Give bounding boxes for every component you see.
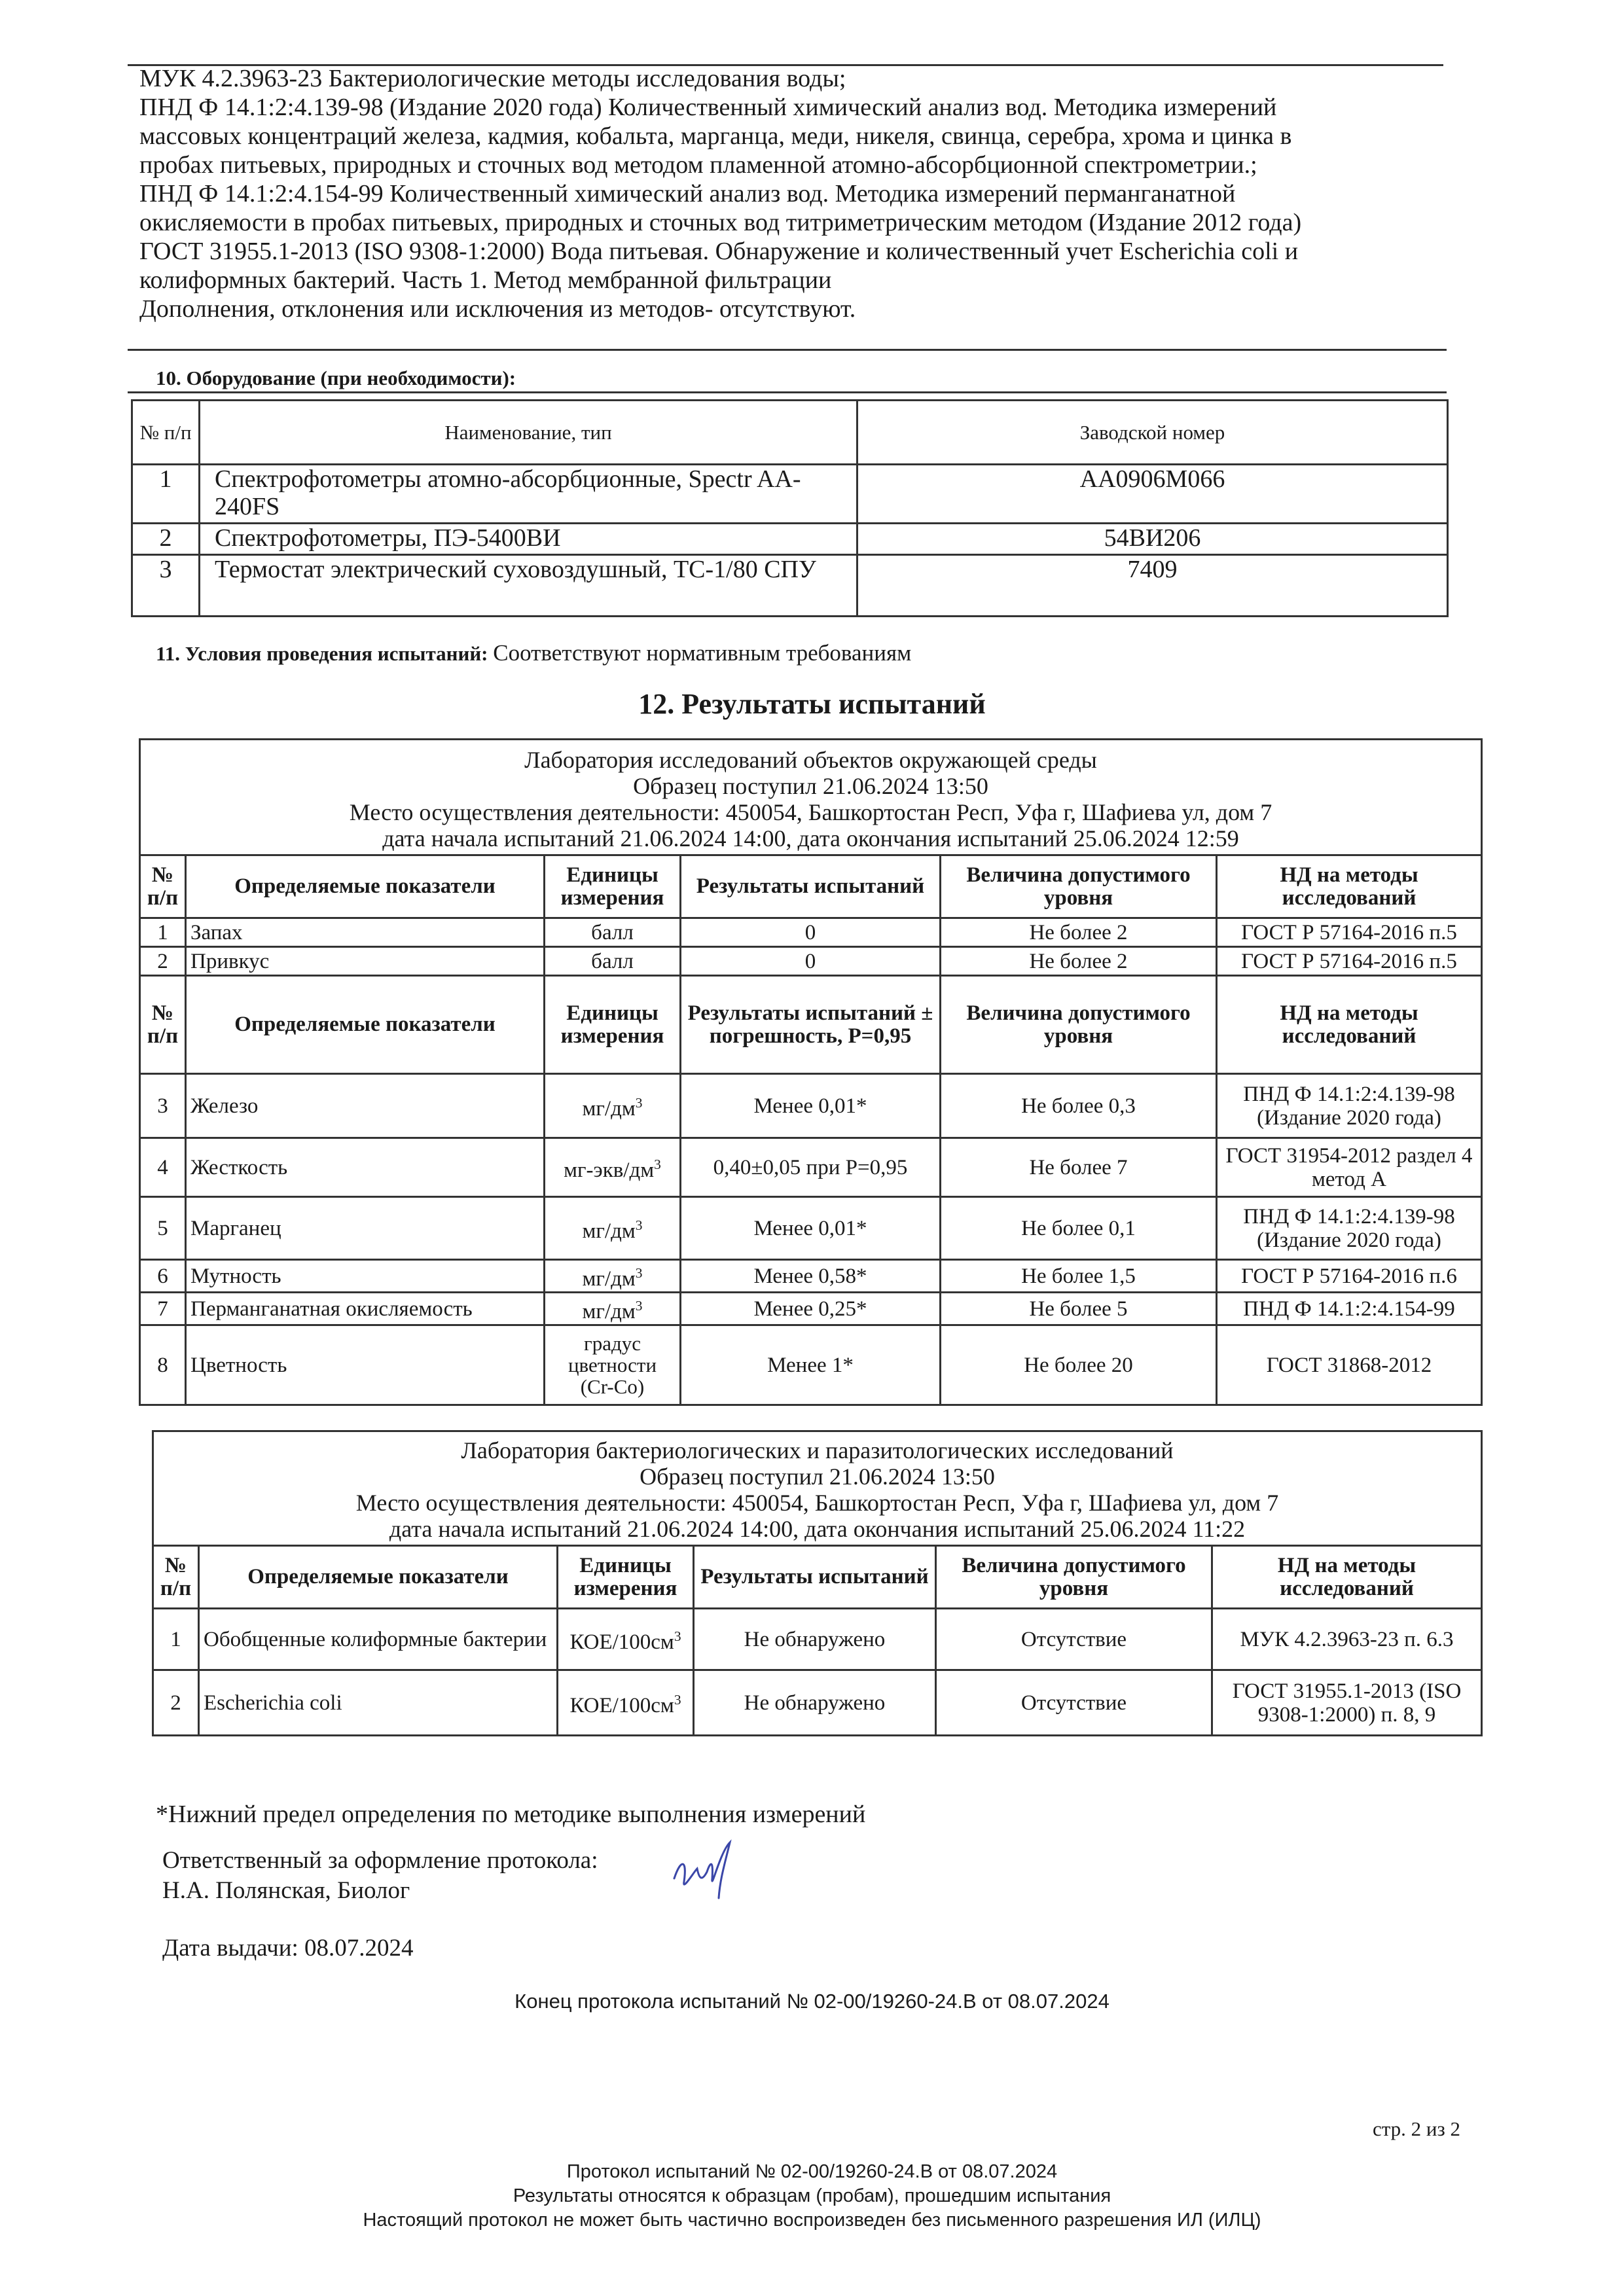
- header-limit: Величина допустимого уровня: [941, 976, 1217, 1074]
- equipment-header-num: № п/п: [132, 401, 200, 465]
- unit-text: мг/дм: [582, 1097, 636, 1121]
- row-num: 2: [153, 1670, 199, 1736]
- header-method: НД на методы исследований: [1217, 976, 1482, 1074]
- table-row: [140, 1260, 1482, 1293]
- methods-line: МУК 4.2.3963-23 Бактериологические методы исследования воды;: [139, 65, 846, 92]
- table-row: [140, 1325, 1482, 1405]
- header-unit: Единицы измерения: [558, 1546, 694, 1609]
- row-unit: балл: [545, 947, 681, 976]
- row-limit: Не более 0,3: [941, 1074, 1217, 1138]
- row-method: ГОСТ 31954-2012 раздел 4 метод А: [1217, 1138, 1482, 1197]
- row-limit: Не более 2: [941, 918, 1217, 947]
- responsible-block: [162, 1846, 598, 1906]
- table-row: [153, 1670, 1482, 1736]
- methods-line: Дополнения, отклонения или исключения из методов- отсутствуют.: [139, 295, 856, 323]
- header-num: № п/п: [140, 976, 186, 1074]
- row-indicator: Цветность: [186, 1325, 545, 1405]
- row-unit: балл: [545, 918, 681, 947]
- row-num: 2: [140, 947, 186, 976]
- table-row: [140, 1138, 1482, 1197]
- results-title: 12. Результаты испытаний: [638, 688, 986, 720]
- table-row: [140, 1197, 1482, 1260]
- page-number: стр. 2 из 2: [1372, 2117, 1460, 2140]
- row-limit: Не более 20: [941, 1325, 1217, 1405]
- row-method: ГОСТ Р 57164-2016 п.5: [1217, 947, 1482, 976]
- unit-text: градус цветности (Cr-Co): [568, 1332, 657, 1398]
- row-num: 4: [140, 1138, 186, 1197]
- header-method: НД на методы исследований: [1217, 855, 1482, 918]
- row-method: ГОСТ Р 57164-2016 п.5: [1217, 918, 1482, 947]
- unit-sup: 3: [635, 1298, 643, 1314]
- equipment-header-row: [132, 401, 1448, 465]
- header-method: НД на методы исследований: [1212, 1546, 1482, 1609]
- table-row: [140, 947, 1482, 976]
- row-num: 1: [140, 918, 186, 947]
- row-result: Менее 0,58*: [681, 1260, 941, 1293]
- equipment-name: Термостат электрический суховоздушный, ТС-1/80 СПУ: [200, 555, 857, 617]
- equipment-row: [132, 555, 1448, 617]
- row-method: ПНД Ф 14.1:2:4.139-98 (Издание 2020 года): [1217, 1074, 1482, 1138]
- row-indicator: Жесткость: [186, 1138, 545, 1197]
- row-unit: [545, 1260, 681, 1293]
- header-indicator: Определяемые показатели: [186, 855, 545, 918]
- lab1-received: Образец поступил 21.06.2024 13:50: [633, 773, 988, 799]
- end-of-protocol: Конец протокола испытаний № 02-00/19260-24.В от 08.07.2024: [514, 1990, 1110, 2013]
- unit-text: мг/дм: [582, 1300, 636, 1323]
- row-limit: Отсутствие: [936, 1670, 1212, 1736]
- row-unit: [545, 1074, 681, 1138]
- row-indicator: Марганец: [186, 1197, 545, 1260]
- row-result: Менее 0,01*: [681, 1074, 941, 1138]
- methods-line: пробах питьевых, природных и сточных вод методом пламенной атомно-абсорбционной спектрометрии.;: [139, 151, 1257, 179]
- methods-line: колиформных бактерий. Часть 1. Метод мембранной фильтрации: [139, 266, 832, 294]
- row-limit: Отсутствие: [936, 1609, 1212, 1670]
- conditions: [156, 640, 911, 666]
- unit-text: КОЕ/100см: [569, 1630, 674, 1654]
- unit-sup: 3: [635, 1265, 643, 1281]
- table-row: [140, 1074, 1482, 1138]
- row-indicator: Escherichia coli: [199, 1670, 558, 1736]
- methods-line: массовых концентраций железа, кадмия, кобальта, марганца, меди, никеля, свинца, серебра, хрома и цинка в: [139, 122, 1292, 150]
- lab2-place: Место осуществления деятельности: 450054, Башкортостан Респ, Уфа г, Шафиева ул, дом 7: [355, 1490, 1279, 1516]
- equipment-row: [132, 524, 1448, 555]
- lab2-info-row: [153, 1431, 1482, 1546]
- equipment-title-rule: [128, 391, 1447, 393]
- row-method: ПНД Ф 14.1:2:4.139-98 (Издание 2020 года): [1217, 1197, 1482, 1260]
- header-unit: Единицы измерения: [545, 855, 681, 918]
- equipment-title: 10. Оборудование (при необходимости):: [156, 367, 516, 389]
- row-indicator: Перманганатная окисляемость: [186, 1293, 545, 1325]
- table-row: [153, 1609, 1482, 1670]
- lab1-name: Лаборатория исследований объектов окружающей среды: [524, 747, 1097, 773]
- row-num: 3: [140, 1074, 186, 1138]
- header-result: Результаты испытаний: [681, 855, 941, 918]
- row-indicator: Привкус: [186, 947, 545, 976]
- header-num: № п/п: [140, 855, 186, 918]
- equipment-num: 2: [132, 524, 200, 555]
- equipment-serial: 7409: [857, 555, 1448, 617]
- header-unit: Единицы измерения: [545, 976, 681, 1074]
- row-limit: Не более 7: [941, 1138, 1217, 1197]
- row-unit: [545, 1325, 681, 1405]
- row-unit: [545, 1293, 681, 1325]
- footer-line: Протокол испытаний № 02-00/19260-24.В от 08.07.2024: [566, 2161, 1058, 2182]
- results-table-lab1: [139, 738, 1483, 1406]
- row-unit: [545, 1197, 681, 1260]
- row-unit: [558, 1670, 694, 1736]
- lab2-dates: дата начала испытаний 21.06.2024 14:00, дата окончания испытаний 25.06.2024 11:22: [389, 1516, 1246, 1542]
- conditions-label: 11. Условия проведения испытаний:: [156, 642, 488, 665]
- row-indicator: Обобщенные колиформные бактерии: [199, 1609, 558, 1670]
- equipment-num: 3: [132, 555, 200, 617]
- header-indicator: Определяемые показатели: [186, 976, 545, 1074]
- footnote: *Нижний предел определения по методике выполнения измерений: [156, 1801, 866, 1828]
- conditions-value: Соответствуют нормативным требованиям: [493, 640, 912, 666]
- row-num: 6: [140, 1260, 186, 1293]
- row-method: МУК 4.2.3963-23 п. 6.3: [1212, 1609, 1482, 1670]
- lab2-name: Лаборатория бактериологических и паразитологических исследований: [461, 1437, 1174, 1463]
- row-num: 8: [140, 1325, 186, 1405]
- unit-text: КОЕ/100см: [569, 1694, 674, 1717]
- row-method: ГОСТ 31955.1-2013 (ISO 9308-1:2000) п. 8, 9: [1212, 1670, 1482, 1736]
- footer-line: Результаты относятся к образцам (пробам), прошедшим испытания: [513, 2185, 1111, 2206]
- methods-line: ГОСТ 31955.1-2013 (ISO 9308-1:2000) Вода питьевая. Обнаружение и количественный учет Escherichia coli и: [139, 238, 1299, 265]
- unit-text: мг/дм: [582, 1219, 636, 1243]
- row-result: Менее 0,25*: [681, 1293, 941, 1325]
- unit-sup: 3: [674, 1692, 681, 1708]
- row-result: Не обнаружено: [694, 1609, 936, 1670]
- page-footer: [0, 2160, 1624, 2233]
- signature-image: [661, 1833, 753, 1905]
- lab1-place: Место осуществления деятельности: 450054, Башкортостан Респ, Уфа г, Шафиева ул, дом 7: [349, 799, 1272, 825]
- row-num: 5: [140, 1197, 186, 1260]
- equipment-name: Спектрофотометры атомно-абсорбционные, Spectr AA-240FS: [200, 465, 857, 524]
- methods-line: окисляемости в пробах питьевых, природных и сточных вод титриметрическим методом (Издание 2012 года): [139, 209, 1302, 236]
- lab1-info-row: [140, 740, 1482, 855]
- header-result: Результаты испытаний ± погрешность, Р=0,95: [681, 976, 941, 1074]
- row-result: Менее 1*: [681, 1325, 941, 1405]
- row-method: ГОСТ 31868-2012: [1217, 1325, 1482, 1405]
- row-unit: [558, 1609, 694, 1670]
- table-row: [140, 1293, 1482, 1325]
- row-result: 0: [681, 918, 941, 947]
- equipment-num: 1: [132, 465, 200, 524]
- equipment-row: [132, 465, 1448, 524]
- equipment-serial: AA0906M066: [857, 465, 1448, 524]
- unit-sup: 3: [654, 1157, 661, 1172]
- unit-text: мг-экв/дм: [564, 1158, 655, 1182]
- header-num: № п/п: [153, 1546, 199, 1609]
- methods-bottom-rule: [128, 349, 1447, 351]
- issue-date: Дата выдачи: 08.07.2024: [162, 1935, 414, 1962]
- row-method: ПНД Ф 14.1:2:4.154-99: [1217, 1293, 1482, 1325]
- lab2-received: Образец поступил 21.06.2024 13:50: [640, 1463, 995, 1490]
- row-limit: Не более 1,5: [941, 1260, 1217, 1293]
- responsible-person: Н.А. Полянская, Биолог: [162, 1877, 410, 1904]
- row-indicator: Мутность: [186, 1260, 545, 1293]
- row-limit: Не более 2: [941, 947, 1217, 976]
- equipment-serial: 54ВИ206: [857, 524, 1448, 555]
- equipment-header-serial: Заводской номер: [857, 401, 1448, 465]
- row-result: Не обнаружено: [694, 1670, 936, 1736]
- equipment-table: [131, 399, 1449, 617]
- header-indicator: Определяемые показатели: [199, 1546, 558, 1609]
- methods-list: [139, 64, 1449, 323]
- unit-text: мг/дм: [582, 1267, 636, 1291]
- header-row-c: [153, 1546, 1482, 1609]
- unit-sup: 3: [635, 1217, 643, 1233]
- header-row-b: [140, 976, 1482, 1074]
- methods-line: ПНД Ф 14.1:2:4.154-99 Количественный химический анализ вод. Методика измерений перманганатной: [139, 180, 1236, 207]
- row-result: 0: [681, 947, 941, 976]
- row-limit: Не более 0,1: [941, 1197, 1217, 1260]
- unit-sup: 3: [635, 1095, 643, 1111]
- header-limit: Величина допустимого уровня: [941, 855, 1217, 918]
- row-result: 0,40±0,05 при Р=0,95: [681, 1138, 941, 1197]
- unit-sup: 3: [674, 1628, 681, 1644]
- row-indicator: Железо: [186, 1074, 545, 1138]
- row-method: ГОСТ Р 57164-2016 п.6: [1217, 1260, 1482, 1293]
- equipment-header-name: Наименование, тип: [200, 401, 857, 465]
- methods-line: ПНД Ф 14.1:2:4.139-98 (Издание 2020 года) Количественный химический анализ вод. Методика измерений: [139, 94, 1277, 121]
- row-num: 1: [153, 1609, 199, 1670]
- responsible-label: Ответственный за оформление протокола:: [162, 1847, 598, 1874]
- header-result: Результаты испытаний: [694, 1546, 936, 1609]
- row-indicator: Запах: [186, 918, 545, 947]
- results-table-lab2: [152, 1430, 1483, 1736]
- row-limit: Не более 5: [941, 1293, 1217, 1325]
- row-unit: [545, 1138, 681, 1197]
- row-num: 7: [140, 1293, 186, 1325]
- table-row: [140, 918, 1482, 947]
- header-row-a: [140, 855, 1482, 918]
- lab1-dates: дата начала испытаний 21.06.2024 14:00, дата окончания испытаний 25.06.2024 12:59: [382, 825, 1239, 852]
- equipment-name: Спектрофотометры, ПЭ-5400ВИ: [200, 524, 857, 555]
- row-result: Менее 0,01*: [681, 1197, 941, 1260]
- header-limit: Величина допустимого уровня: [936, 1546, 1212, 1609]
- footer-line: Настоящий протокол не может быть частично воспроизведен без письменного разрешения ИЛ (ИЛЦ): [363, 2210, 1261, 2231]
